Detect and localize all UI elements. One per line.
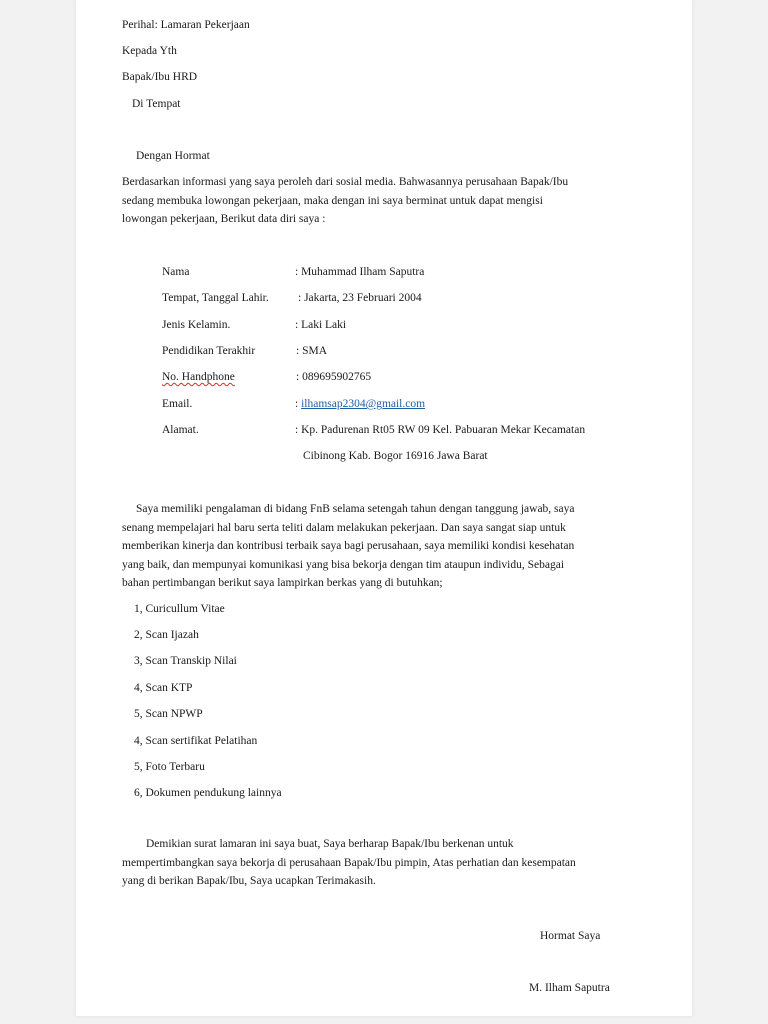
personal-label-education: Pendidikan Terakhir: [162, 345, 256, 357]
personal-value-phone: : 089695902765: [296, 371, 372, 383]
closing-line: Demikian surat lamaran ini saya buat, Saya berharap Bapak/Ibu berkenan untuk: [146, 838, 514, 850]
personal-value-address-line-2: Cibinong Kab. Bogor 16916 Jawa Barat: [303, 450, 488, 462]
personal-value-birth: : Jakarta, 23 Februari 2004: [298, 292, 422, 304]
personal-label-email: Email.: [162, 398, 193, 410]
personal-value-name: : Muhammad Ilham Saputra: [295, 266, 425, 278]
letter-page: [76, 0, 692, 1016]
attachment-item: 5, Foto Terbaru: [134, 761, 205, 773]
attachment-item: 2, Scan Ijazah: [134, 629, 199, 641]
closing-paragraph: [122, 835, 634, 891]
personal-value-gender: : Laki Laki: [295, 319, 347, 331]
email-link[interactable]: ilhamsap2304@gmail.com: [301, 398, 426, 410]
recipient-line-1: Kepada Yth: [122, 45, 177, 57]
personal-value-email: [295, 397, 425, 411]
experience-line: bahan pertimbangan berikut saya lampirkan berkas yang di butuhkan;: [122, 577, 443, 589]
experience-paragraph: [122, 500, 634, 593]
experience-line: Saya memiliki pengalaman di bidang FnB selama setengah tahun dengan tanggung jawab, saya: [136, 503, 575, 515]
experience-line: yang baik, dan mempunyai komunikasi yang bisa bekorja dengan tim ataupun individu, Sebagai: [122, 558, 565, 571]
personal-label-gender: Jenis Kelamin.: [162, 319, 231, 331]
intro-line: sedang membuka lowongan pekerjaan, maka dengan ini saya berminat untuk dapat mengisi: [122, 194, 543, 207]
signature-name: M. Ilham Saputra: [529, 982, 610, 994]
email-prefix: :: [295, 398, 302, 410]
attachment-item: 4, Scan sertifikat Pelatihan: [134, 735, 258, 747]
intro-paragraph: [122, 173, 634, 229]
closing-line: mempertimbangkan saya bekorja di perusahaan Bapak/Ibu pimpin, Atas perhatian dan kesempatan: [122, 856, 576, 869]
attachment-item: 4, Scan KTP: [134, 682, 193, 694]
closing-line: yang di berikan Bapak/Ibu, Saya ucapkan Terimakasih.: [122, 875, 376, 887]
personal-label-name: Nama: [162, 266, 190, 278]
recipient-line-3: Di Tempat: [132, 98, 181, 110]
personal-label-phone: No. Handphone: [162, 371, 235, 383]
recipient-line-2: Bapak/Ibu HRD: [122, 71, 198, 83]
personal-label-birth: Tempat, Tanggal Lahir.: [162, 292, 269, 304]
intro-line: lowongan pekerjaan, Berikut data diri saya :: [122, 213, 326, 225]
intro-line: Berdasarkan informasi yang saya peroleh dari sosial media. Bahwasannya perusahaan Bapak/Ibu: [122, 176, 569, 188]
greeting: Dengan Hormat: [136, 150, 210, 162]
personal-value-address: : Kp. Padurenan Rt05 RW 09 Kel. Pabuaran Mekar Kecamatan: [295, 424, 586, 436]
personal-value-education: : SMA: [296, 345, 327, 357]
experience-line: senang mempelajari hal baru serta teliti dalam melakukan pekerjaan. Dan saya sangat siap untuk: [122, 521, 566, 534]
subject-line: Perihal: Lamaran Pekerjaan: [122, 19, 250, 31]
experience-line: memberikan kinerja dan kontribusi terbaik saya bagi perusahaan, saya memiliki kondisi kesehatan: [122, 540, 575, 552]
attachment-item: 1, Curicullum Vitae: [134, 603, 225, 615]
attachment-item: 5, Scan NPWP: [134, 708, 203, 720]
closing-regards: Hormat Saya: [540, 930, 601, 942]
attachment-item: 6, Dokumen pendukung lainnya: [134, 787, 282, 799]
attachment-item: 3, Scan Transkip Nilai: [134, 655, 237, 667]
personal-label-address: Alamat.: [162, 424, 199, 436]
